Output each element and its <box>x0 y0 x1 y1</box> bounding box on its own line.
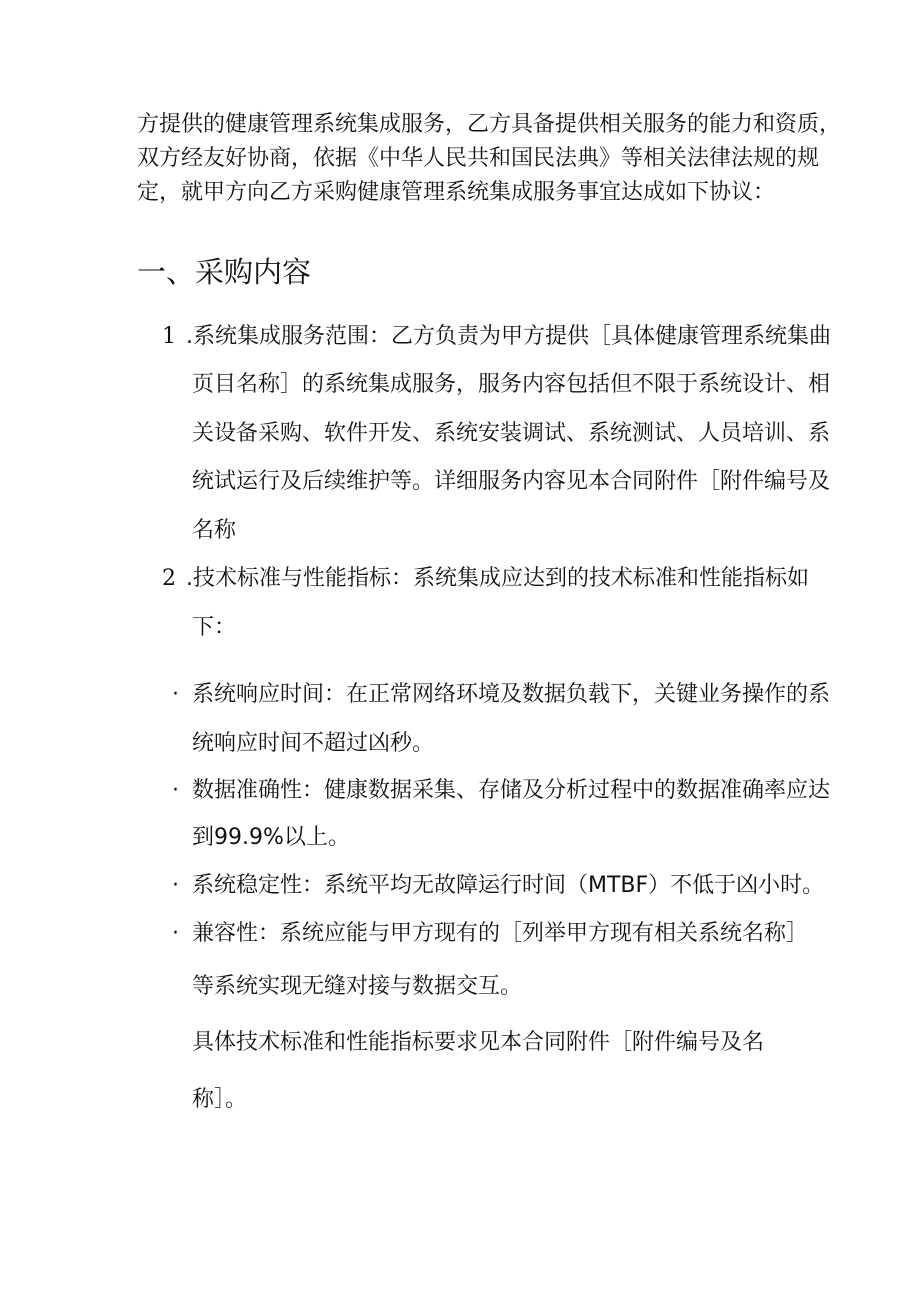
item-1-line-4: 统试运行及后续维护等。详细服务内容见本合同附件［附件编号及 <box>192 469 831 494</box>
bullet-2-line-1: 数据准确性：健康数据采集、存储及分析过程中的数据准确率应达 <box>192 778 831 803</box>
intro-line-3: 定，就甲方向乙方采购健康管理系统集成服务事宜达成如下协议： <box>137 180 776 205</box>
bullet-4-line-1: 兼容性：系统应能与甲方现有的［列举甲方现有相关系统名称］ <box>192 921 809 946</box>
bullet-4-line-2: 等系统实现无缝对接与数据交互。 <box>192 974 523 999</box>
section-title: 一、采购内容 <box>137 255 312 289</box>
item-1-line-3: 关设备采购、软件开发、系统安装调试、系统测试、人员培训、系 <box>192 421 831 446</box>
bullet-mark: · <box>172 778 179 803</box>
item-1-line-2: 页目名称］的系统集成服务，服务内容包括但不限于系统设计、相 <box>192 372 831 397</box>
intro-line-2: 双方经友好协商，依据《中华人民共和国民法典》等相关法律法规的规 <box>137 146 820 171</box>
bullet-mark: · <box>172 921 179 946</box>
item-2-line-2: 下： <box>192 615 237 640</box>
item-2-line-1: .技术标准与性能指标：系统集成应达到的技术标准和性能指标如 <box>186 566 809 591</box>
bullet-3-line-1: 系统稳定性：系统平均无故障运行时间（MTBF）不低于凶小时。 <box>192 873 825 898</box>
item-2-number: 2 <box>162 566 176 591</box>
closing-line-2: 称］。 <box>192 1087 248 1112</box>
closing-line-1: 具体技术标准和性能指标要求见本合同附件［附件编号及名 <box>192 1030 765 1055</box>
bullet-mark: · <box>172 682 179 707</box>
item-1-line-5: 名称 <box>192 518 237 543</box>
bullet-mark: · <box>172 873 179 898</box>
item-1-line-1: .系统集成服务范围：乙方负责为甲方提供［具体健康管理系统集曲 <box>186 324 831 349</box>
bullet-2-line-2: 到99.9%以上。 <box>192 825 350 850</box>
item-1-number: 1 <box>162 324 176 349</box>
intro-line-1: 方提供的健康管理系统集成服务，乙方具备提供相关服务的能力和资质， <box>137 112 842 137</box>
bullet-1-line-1: 系统响应时间：在正常网络环境及数据负载下，关键业务操作的系 <box>192 682 831 707</box>
bullet-1-line-2: 统响应时间不超过凶秒。 <box>192 731 435 756</box>
